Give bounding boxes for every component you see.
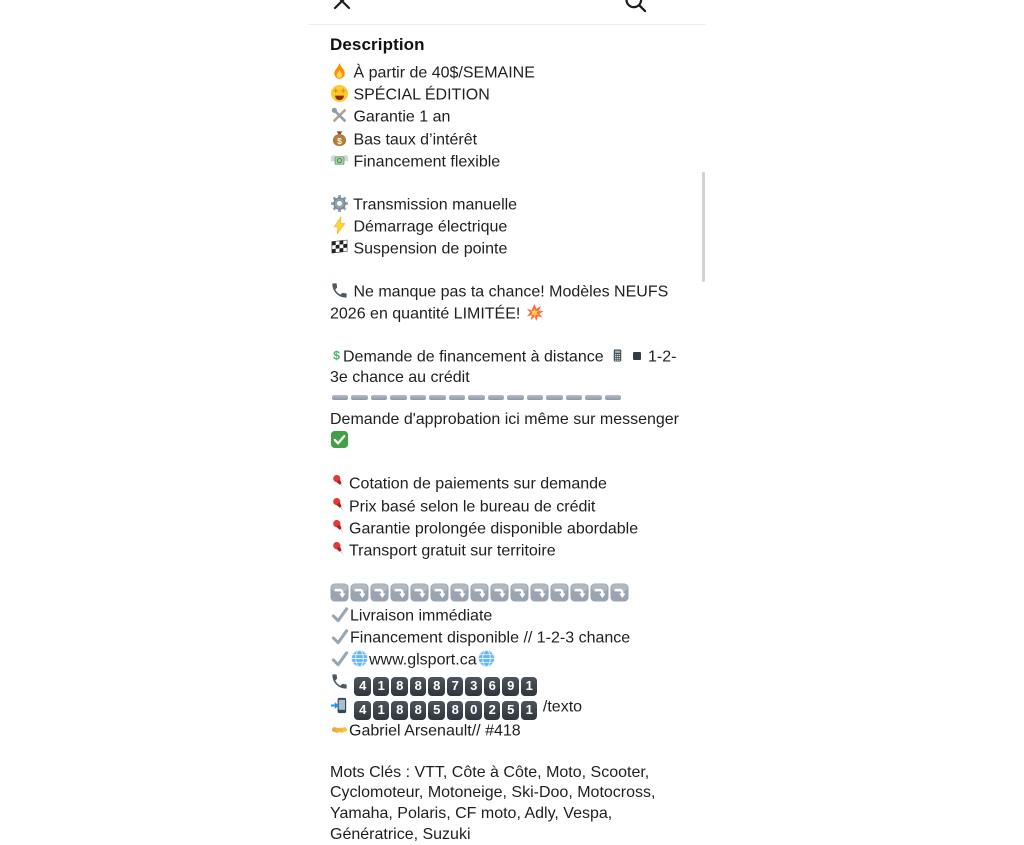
phone-receiver-icon [330, 672, 349, 691]
arrow-curving-down-icon [510, 583, 529, 602]
money-with-wings-icon [330, 151, 349, 170]
keycap-digit: 3 [465, 677, 482, 696]
description-line: Transport gratuit sur territoire [330, 540, 688, 562]
pushpin-icon [330, 518, 349, 537]
arrow-curving-down-icon [370, 583, 389, 602]
arrow-curving-down-icon [450, 583, 469, 602]
arrow-curving-down-icon [410, 583, 429, 602]
arrow-curving-down-icon [430, 583, 449, 602]
heavy-minus-icon [449, 395, 466, 401]
heavy-minus-icon [507, 395, 524, 401]
description-line: $ Bas taux d’intérêt [330, 129, 688, 151]
topbar [308, 0, 706, 25]
keycap-digit: 2 [484, 701, 501, 720]
keycap-digit: 8 [391, 677, 408, 696]
description-body [330, 62, 688, 845]
heavy-minus-icon [527, 395, 544, 401]
heavy-minus-icon [488, 395, 505, 401]
heavy-minus-icon [566, 395, 583, 401]
phone-receiver-icon [330, 281, 349, 300]
globe-icon [350, 649, 369, 668]
money-bag-icon [330, 129, 349, 148]
keycap-digit: 8 [410, 677, 427, 696]
search-icon[interactable] [622, 0, 649, 20]
keycap-digit: 0 [465, 701, 482, 720]
more-options-icon[interactable] [672, 0, 698, 20]
description-line: Mots Clés : VTT, Côte à Côte, Moto, Scooter, Cyclomoteur, Motoneige, Ski-Doo, Motocross, Yamaha, Polaris, CF moto, Adly, Vespa, Génératrice, Suzuki [330, 763, 688, 845]
description-line [330, 453, 688, 474]
description-line: $ Demande de financement à distance 1-2-3e chance au crédit [330, 346, 688, 389]
arrow-curving-down-icon [350, 583, 369, 602]
description-line: www.glsport.ca [330, 649, 688, 671]
description-line: 4 1 8 8 5 8 0 2 5 1 /texto [330, 696, 688, 720]
arrow-curving-down-icon [570, 583, 589, 602]
description-line: Ne manque pas ta chance! Modèles NEUFS 2026 en quantité LIMITÉE! [330, 281, 688, 325]
calculator-icon [610, 346, 625, 365]
arrow-curving-down-icon [330, 583, 349, 602]
arrow-curving-down-icon [530, 583, 549, 602]
description-line [330, 672, 688, 696]
black-small-square-icon [633, 352, 641, 360]
arrow-curving-down-icon [550, 583, 569, 602]
handshake-icon [330, 720, 349, 739]
heavy-minus-icon [332, 395, 349, 401]
keycap-digit: 5 [428, 701, 445, 720]
keycap-digit: 8 [410, 701, 427, 720]
description-line [330, 260, 688, 281]
pushpin-icon [330, 496, 349, 515]
checkered-flag-icon [330, 238, 349, 257]
mobile-phone-arrow-icon [330, 696, 349, 715]
heavy-minus-icon [410, 395, 427, 401]
keycap-digit: 6 [484, 677, 501, 696]
description-line: SPÉCIAL ÉDITION [330, 84, 688, 106]
description-line: Transmission manuelle [330, 194, 688, 216]
heavy-minus-icon [371, 395, 388, 401]
keycap-digit: 4 [354, 677, 371, 696]
keycap-digit: 7 [447, 677, 464, 696]
pushpin-icon [330, 540, 349, 559]
arrow-curving-down-icon [610, 583, 629, 602]
description-line: Financement disponible // 1-2-3 chance [330, 627, 688, 649]
star-struck-icon [330, 84, 349, 103]
heavy-minus-icon [351, 395, 368, 401]
description-line [330, 173, 688, 194]
check-mark-icon [330, 649, 350, 668]
arrow-curving-down-icon [390, 583, 409, 602]
description-line: À partir de 40$/SEMAINE [330, 62, 688, 84]
svg-text:$: $ [337, 136, 342, 146]
check-mark-icon [330, 627, 350, 646]
description-line: Garantie prolongée disponible abordable [330, 518, 688, 540]
lightning-icon [330, 216, 349, 235]
heavy-minus-icon [546, 395, 563, 401]
pushpin-icon [330, 473, 349, 492]
keycap-digit: 5 [502, 701, 519, 720]
description-line [330, 325, 688, 346]
description-line: Cotation de paiements sur demande [330, 473, 688, 495]
fire-icon [330, 62, 349, 81]
section-title: Description [330, 35, 688, 55]
keycap-digit: 1 [373, 701, 390, 720]
description-line [330, 389, 688, 410]
close-icon[interactable] [330, 0, 354, 18]
globe-icon [477, 649, 496, 668]
scrollbar-thumb[interactable] [702, 172, 705, 282]
description-section [308, 25, 706, 845]
check-mark-button-icon [330, 430, 349, 449]
hammer-and-wrench-icon [330, 106, 349, 125]
description-line: Demande d'approbation ici même sur messenger [330, 410, 688, 453]
heavy-minus-icon [429, 395, 446, 401]
description-line: Livraison immédiate [330, 605, 688, 627]
arrow-curving-down-icon [490, 583, 509, 602]
keycap-digit: 8 [447, 701, 464, 720]
collision-icon [525, 303, 544, 322]
listing-description-screen [308, 0, 706, 768]
keycap-digit: 4 [354, 701, 371, 720]
keycap-digit: 1 [521, 701, 538, 720]
keycap-digit: 1 [373, 677, 390, 696]
heavy-minus-icon [468, 395, 485, 401]
description-line: Garantie 1 an [330, 106, 688, 128]
heavy-minus-icon [390, 395, 407, 401]
description-line: Suspension de pointe [330, 238, 688, 260]
description-line [330, 742, 688, 763]
heavy-minus-icon [605, 395, 622, 401]
description-line: Financement flexible [330, 151, 688, 173]
dollar-sign-icon [330, 346, 343, 365]
description-line: Prix basé selon le bureau de crédit [330, 496, 688, 518]
description-line [330, 583, 688, 605]
gear-icon [330, 194, 349, 213]
check-mark-icon [330, 605, 350, 624]
keycap-digit: 8 [391, 701, 408, 720]
keycap-digit: 1 [521, 677, 538, 696]
description-line: Démarrage électrique [330, 216, 688, 238]
keycap-digit: 9 [502, 677, 519, 696]
arrow-curving-down-icon [470, 583, 489, 602]
arrow-curving-down-icon [590, 583, 609, 602]
description-line: Gabriel Arsenault// #418 [330, 720, 688, 742]
svg-text:$: $ [333, 349, 340, 363]
description-line [330, 562, 688, 583]
keycap-digit: 8 [428, 677, 445, 696]
heavy-minus-icon [585, 395, 602, 401]
